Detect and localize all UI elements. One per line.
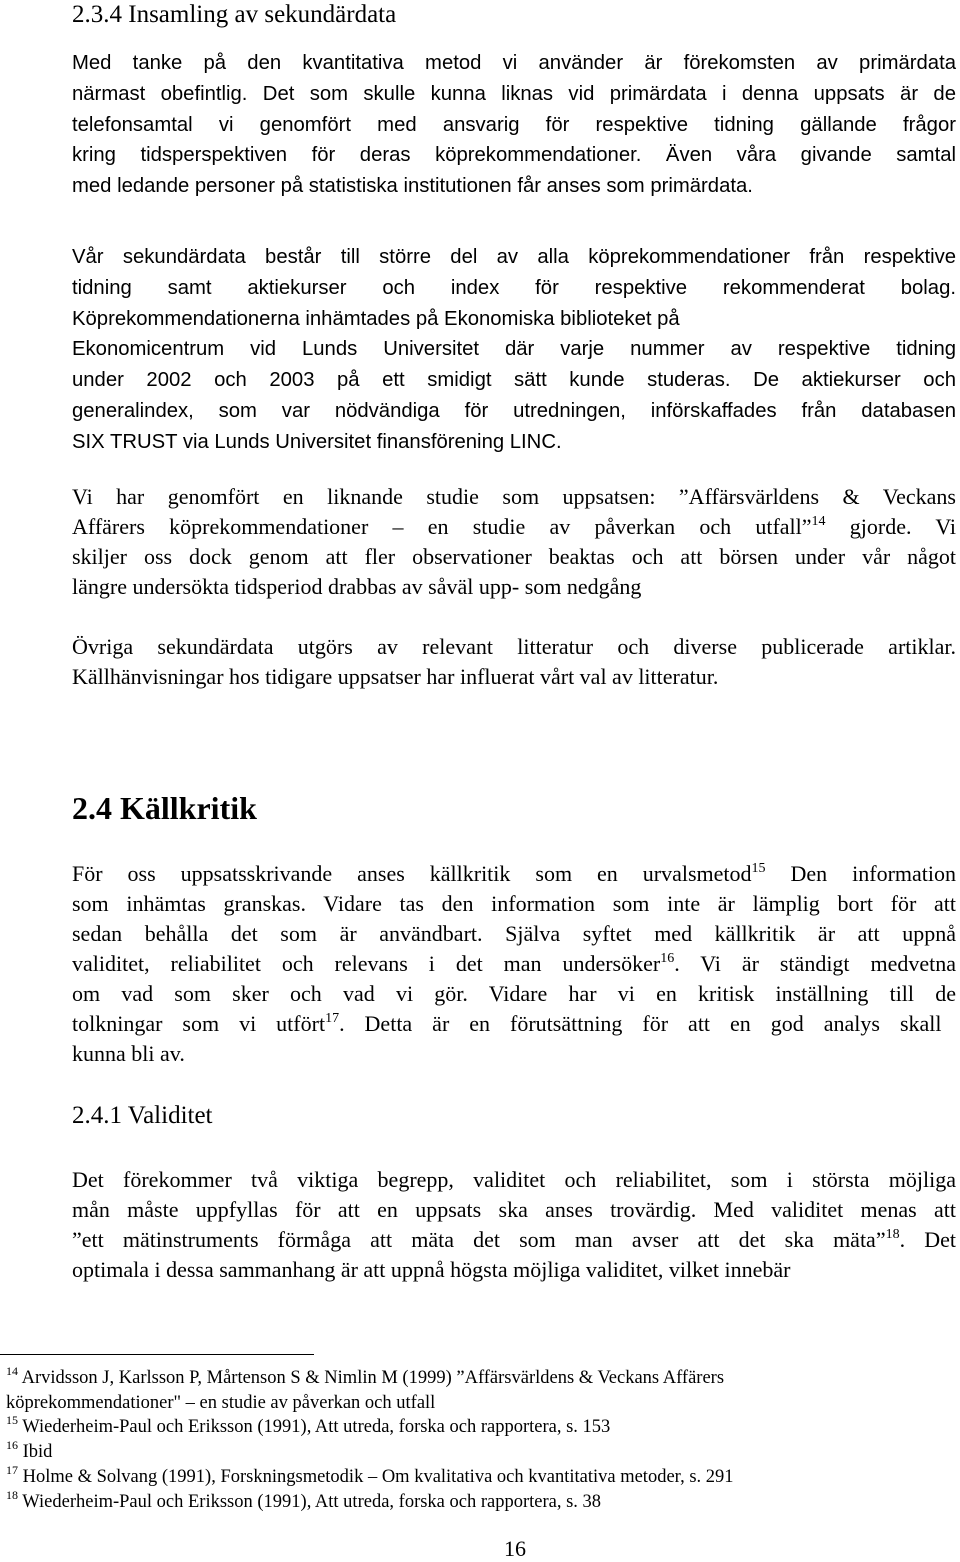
footnote-ref-18: 18 [885, 1227, 900, 1242]
text-line: telefonsamtal vi genomfört med ansvarig för respektive tidning gällande frågor [72, 113, 956, 136]
footnote-ref-17: 17 [325, 1011, 340, 1026]
text-line: Övriga sekundärdata utgörs av relevant litteratur och diverse publicerade artiklar. [72, 634, 956, 659]
text-fragment: . Detta är en förutsättning för att en god analys skall [339, 1011, 942, 1036]
text-line: Med tanke på den kvantitativa metod vi använder är förekomsten av primärdata [72, 52, 956, 74]
footnote-number: 15 [6, 1413, 18, 1427]
footnote-line [6, 1465, 956, 1490]
page-number: 16 [504, 1536, 526, 1561]
text-fragment: tolkningar som vi utfört [72, 1011, 326, 1036]
footnote-ref-16: 16 [660, 951, 675, 966]
text-fragment: . Det [899, 1227, 956, 1252]
footnote-text: Holme & Solvang (1991), Forskningsmetodik – Om kvalitativa och kvantitativa metoder, s. 291 [22, 1467, 734, 1487]
text-fragment: validitet, reliabilitet och relevans i det man undersöker [72, 951, 661, 976]
footnote-line [6, 1490, 956, 1515]
text-line: längre undersökta tidsperiod drabbas av såväl upp- som nedgång [72, 574, 642, 599]
footnote-16 [6, 1440, 956, 1465]
paragraph-liknande-studie [72, 482, 956, 602]
text-line: tidning samt aktiekurser och index för respektive rekommenderat bolag. [72, 276, 956, 299]
footnote-number: 18 [6, 1488, 18, 1502]
text-line: Köprekommendationerna inhämtades på Ekonomiska biblioteket på [72, 307, 680, 330]
footnote-line [6, 1366, 956, 1391]
text-line: Vår sekundärdata består till större del av alla köprekommendationer från respektive [72, 246, 956, 268]
text-line: Vi har genomfört en liknande studie som uppsatsen: ”Affärsvärldens & Veckans [72, 484, 956, 509]
text-line [72, 949, 956, 979]
footnote-line [6, 1440, 956, 1465]
text-line: som inhämtas granskas. Vidare tas den information som inte är lämplig bort för att [72, 891, 956, 916]
paragraph-ovriga [72, 632, 956, 692]
text-line: SIX TRUST via Lunds Universitet finansförening LINC. [72, 430, 562, 453]
section-heading-validitet: 2.4.1 Validitet [72, 1102, 213, 1129]
footnote-number: 17 [6, 1463, 18, 1477]
section-heading-insamling: 2.3.4 Insamling av sekundärdata [72, 1, 397, 28]
footnote-line: köprekommendationer" – en studie av påverkan och utfall [6, 1392, 436, 1413]
text-line: Det förekommer två viktiga begrepp, validitet och reliabilitet, som i största möjliga [72, 1167, 956, 1192]
text-line: om vad som sker och vad vi gör. Vidare har vi en kritisk inställning till de [72, 981, 956, 1006]
text-fragment: gjorde. Vi [825, 514, 956, 539]
text-line: skiljer oss dock genom att fler observationer beaktas och att börsen under vår något [72, 544, 956, 569]
text-line [72, 1225, 956, 1255]
text-line: kring tidsperspektiven för deras köprekommendationer. Även våra givande samtal [72, 144, 956, 167]
text-line: närmast obefintlig. Det som skulle kunna liknas vid primärdata i denna uppsats är de [72, 82, 956, 105]
footnote-ref-15: 15 [751, 861, 766, 876]
text-fragment: . Vi är ständigt medvetna [674, 951, 956, 976]
paragraph-kallkritik [72, 859, 956, 1069]
footnote-text: Wiederheim-Paul och Eriksson (1991), Att utreda, forska och rapportera, s. 153 [22, 1417, 611, 1437]
footnote-number: 16 [6, 1438, 18, 1452]
footnote-text: Arvidsson J, Karlsson P, Mårtenson S & Nimlin M (1999) ”Affärsvärldens & Veckans Affärers [21, 1368, 725, 1388]
text-line: under 2002 och 2003 på ett smidigt sätt kunde studeras. De aktiekurser och [72, 369, 956, 392]
text-line: kunna bli av. [72, 1041, 185, 1066]
footnote-15 [6, 1415, 956, 1440]
paragraph-primardata [72, 48, 956, 202]
footnote-ref-14: 14 [811, 514, 826, 529]
text-line: Ekonomicentrum vid Lunds Universitet där varje nummer av respektive tidning [72, 338, 956, 361]
text-line: optimala i dessa sammanhang är att uppnå högsta möjliga validitet, vilket innebär [72, 1257, 791, 1282]
paragraph-sekundardata [72, 242, 956, 458]
text-line [72, 1009, 956, 1039]
text-line [72, 859, 956, 889]
footnote-line [6, 1415, 956, 1440]
text-line [72, 512, 956, 542]
footnote-number: 14 [6, 1364, 18, 1378]
footnote-14 [6, 1366, 956, 1415]
footnote-17 [6, 1465, 956, 1490]
text-line: generalindex, som var nödvändiga för utredningen, införskaffades från databasen [72, 399, 956, 422]
text-line: mån måste uppfyllas för att en uppsats ska anses trovärdig. Med validitet menas att [72, 1197, 956, 1222]
footnote-18 [6, 1490, 956, 1515]
footnote-separator [0, 1354, 314, 1355]
footnote-text: Ibid [22, 1442, 53, 1462]
footnote-text: Wiederheim-Paul och Eriksson (1991), Att utreda, forska och rapportera, s. 38 [22, 1492, 602, 1512]
paragraph-validitet [72, 1165, 956, 1285]
text-line: Källhänvisningar hos tidigare uppsatser har influerat vårt val av litteratur. [72, 664, 719, 689]
text-fragment: För oss uppsatsskrivande anses källkritik som en urvalsmetod [72, 861, 752, 886]
text-line: sedan behålla det som är användbart. Själva syftet med källkritik är att uppnå [72, 921, 956, 946]
text-line: med ledande personer på statistiska institutionen får anses som primärdata. [72, 175, 753, 198]
text-fragment: Affärers köprekommendationer – en studie av påverkan och utfall” [72, 514, 812, 539]
text-fragment: Den information [765, 861, 956, 886]
text-fragment: ”ett mätinstruments förmåga att mäta det som man avser att det ska mäta” [72, 1227, 886, 1252]
section-heading-kallkritik: 2.4 Källkritik [72, 790, 257, 826]
